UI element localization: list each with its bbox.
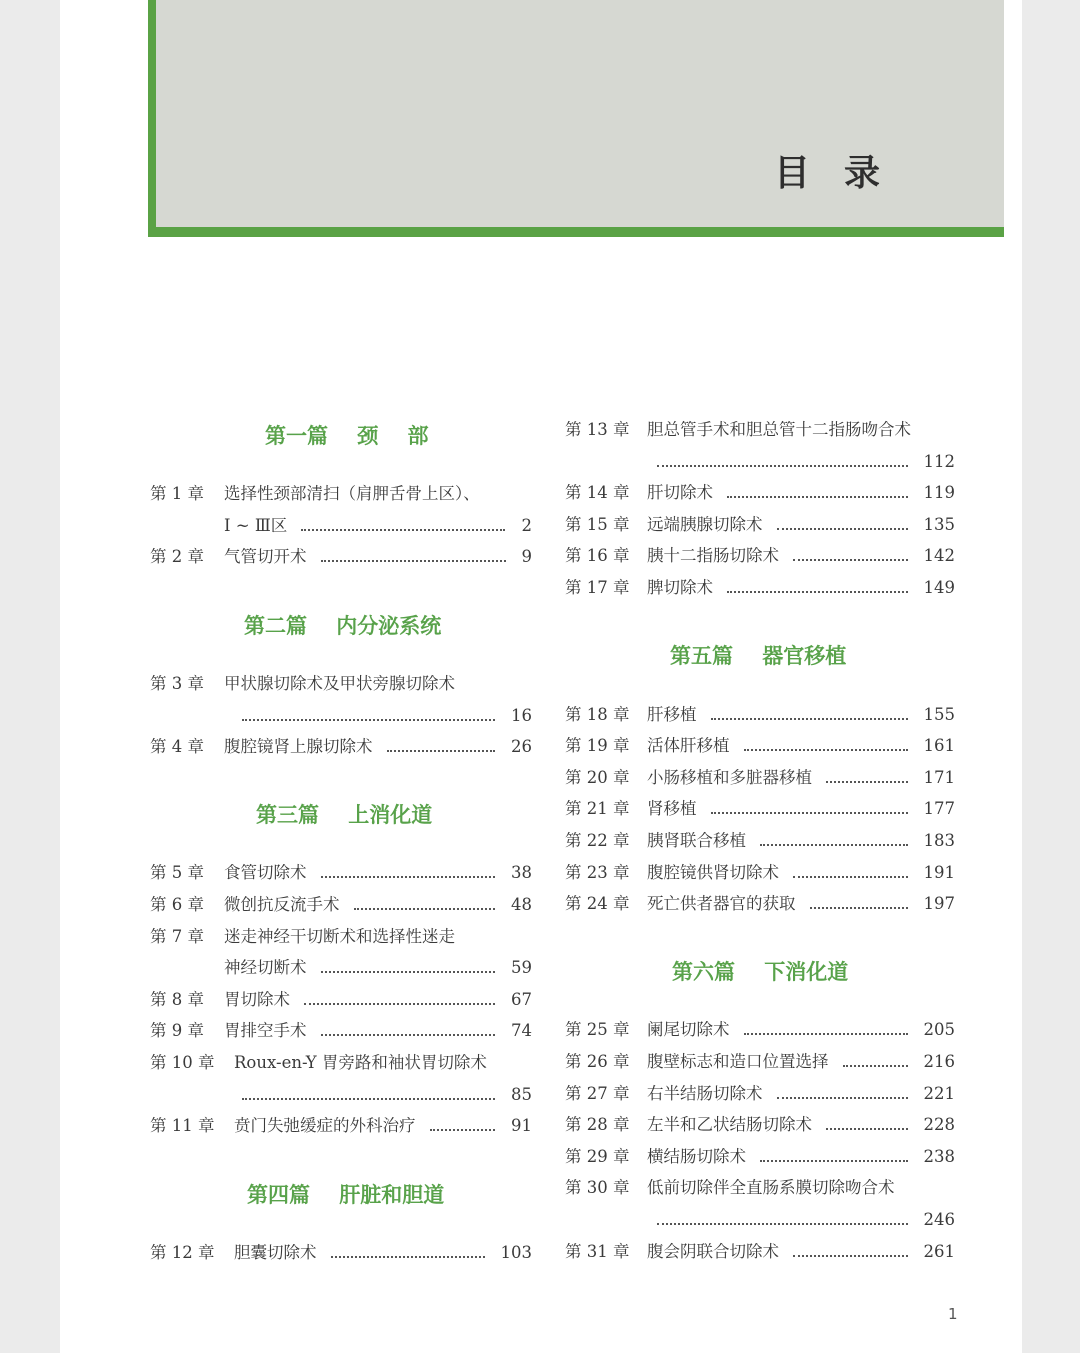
chapter-number: 第 9 章 xyxy=(150,1021,204,1040)
chapter-title: 肝移植 xyxy=(647,705,697,724)
chapter-title: 横结肠切除术 xyxy=(647,1147,746,1166)
chapter-number: 第 14 章 xyxy=(565,483,630,502)
toc-entry[interactable] xyxy=(150,860,532,886)
toc-entry[interactable] xyxy=(565,449,955,475)
part-heading: 第一篇 颈 部 xyxy=(265,424,429,448)
chapter-number: 第 12 章 xyxy=(150,1243,215,1262)
toc-entry[interactable] xyxy=(150,1240,532,1266)
chapter-page: 67 xyxy=(511,990,532,1009)
chapter-number: 第 6 章 xyxy=(150,895,204,914)
chapter-page: 85 xyxy=(511,1085,532,1104)
dot-leader xyxy=(321,1034,496,1036)
chapter-title: 迷走神经干切断术和选择性迷走 xyxy=(224,927,455,946)
chapter-title: 胃排空手术 xyxy=(224,1021,307,1040)
dot-leader xyxy=(387,750,496,752)
chapter-page: 74 xyxy=(511,1021,532,1040)
chapter-number: 第 29 章 xyxy=(565,1147,630,1166)
chapter-title: 贲门失弛缓症的外科治疗 xyxy=(234,1116,416,1135)
chapter-number: 第 11 章 xyxy=(150,1116,215,1135)
dot-leader xyxy=(826,781,908,783)
dot-leader xyxy=(430,1129,496,1131)
chapter-title: Roux-en-Y 胃旁路和袖状胃切除术 xyxy=(234,1053,487,1072)
chapter-title: 肝切除术 xyxy=(647,483,713,502)
chapter-number: 第 10 章 xyxy=(150,1053,215,1072)
chapter-page: 177 xyxy=(923,799,955,818)
chapter-page: 103 xyxy=(500,1243,532,1262)
dot-leader xyxy=(744,1033,908,1035)
toc-entry[interactable] xyxy=(565,1081,955,1107)
chapter-page: 16 xyxy=(511,706,532,725)
chapter-number: 第 16 章 xyxy=(565,546,630,565)
chapter-number: 第 21 章 xyxy=(565,799,630,818)
dot-leader xyxy=(777,1097,908,1099)
toc-entry[interactable] xyxy=(565,860,955,886)
chapter-title: 脾切除术 xyxy=(647,578,713,597)
toc-entry[interactable] xyxy=(565,480,955,506)
chapter-number: 第 20 章 xyxy=(565,768,630,787)
chapter-number: 第 28 章 xyxy=(565,1115,630,1134)
chapter-title: 胰十二指肠切除术 xyxy=(647,546,779,565)
chapter-title: 胃切除术 xyxy=(224,990,290,1009)
chapter-title: 神经切断术 xyxy=(224,958,307,977)
chapter-page: 59 xyxy=(511,958,532,977)
chapter-number: 第 5 章 xyxy=(150,863,204,882)
toc-entry[interactable] xyxy=(150,513,532,539)
chapter-page: 228 xyxy=(923,1115,955,1134)
part-heading: 第四篇 肝脏和胆道 xyxy=(247,1183,445,1207)
toc-entry[interactable] xyxy=(565,575,955,601)
toc-entry[interactable] xyxy=(565,765,955,791)
dot-leader xyxy=(321,560,506,562)
dot-leader xyxy=(793,559,908,561)
dot-leader xyxy=(793,876,908,878)
toc-entry[interactable] xyxy=(150,1018,532,1044)
dot-leader xyxy=(242,719,495,721)
chapter-page: 161 xyxy=(923,736,955,755)
dot-leader xyxy=(727,591,908,593)
chapter-title: 食管切除术 xyxy=(224,863,307,882)
page-title: 目录 xyxy=(773,153,914,194)
chapter-title: 胆总管手术和胆总管十二指肠吻合术 xyxy=(647,420,911,439)
chapter-title: 低前切除伴全直肠系膜切除吻合术 xyxy=(647,1178,895,1197)
dot-leader xyxy=(760,1160,908,1162)
dot-leader xyxy=(354,908,496,910)
part-heading: 第二篇 内分泌系统 xyxy=(244,614,442,638)
toc-entry[interactable] xyxy=(150,924,532,950)
dot-leader xyxy=(711,718,908,720)
chapter-title: 选择性颈部清扫（肩胛舌骨上区）、 xyxy=(224,484,480,503)
dot-leader xyxy=(777,528,908,530)
dot-leader xyxy=(657,1223,908,1225)
part-heading: 第三篇 上消化道 xyxy=(256,803,433,827)
chapter-page: 48 xyxy=(511,895,532,914)
dot-leader xyxy=(331,1256,485,1258)
dot-leader xyxy=(321,876,496,878)
dot-leader xyxy=(744,749,908,751)
chapter-title: Ⅰ ~ Ⅲ区 xyxy=(224,516,288,535)
toc-entry[interactable] xyxy=(565,1207,955,1233)
chapter-number: 第 8 章 xyxy=(150,990,204,1009)
chapter-title: 腹腔镜供肾切除术 xyxy=(647,863,779,882)
toc-entry[interactable] xyxy=(150,892,532,918)
part-heading: 第五篇 器官移植 xyxy=(670,644,847,668)
chapter-page: 216 xyxy=(923,1052,955,1071)
chapter-number: 第 2 章 xyxy=(150,547,204,566)
chapter-number: 第 3 章 xyxy=(150,674,204,693)
page-number: 1 xyxy=(948,1305,958,1323)
chapter-title: 气管切开术 xyxy=(224,547,307,566)
dot-leader xyxy=(826,1128,908,1130)
chapter-number: 第 13 章 xyxy=(565,420,630,439)
chapter-title: 阑尾切除术 xyxy=(647,1020,730,1039)
chapter-page: 221 xyxy=(923,1084,955,1103)
toc-entry[interactable] xyxy=(150,1050,532,1076)
dot-leader xyxy=(242,1098,495,1100)
chapter-title: 腹腔镜肾上腺切除术 xyxy=(224,737,373,756)
chapter-page: 191 xyxy=(923,863,955,882)
toc-entry[interactable] xyxy=(565,417,955,443)
chapter-number: 第 26 章 xyxy=(565,1052,630,1071)
chapter-page: 38 xyxy=(511,863,532,882)
chapter-page: 261 xyxy=(923,1242,955,1261)
dot-leader xyxy=(727,496,908,498)
chapter-number: 第 17 章 xyxy=(565,578,630,597)
chapter-number: 第 1 章 xyxy=(150,484,204,503)
chapter-number: 第 4 章 xyxy=(150,737,204,756)
dot-leader xyxy=(760,844,908,846)
chapter-title: 肾移植 xyxy=(647,799,697,818)
toc-entry[interactable] xyxy=(565,1017,955,1043)
chapter-title: 小肠移植和多脏器移植 xyxy=(647,768,812,787)
chapter-title: 活体肝移植 xyxy=(647,736,730,755)
chapter-page: 238 xyxy=(923,1147,955,1166)
chapter-title: 甲状腺切除术及甲状旁腺切除术 xyxy=(224,674,455,693)
toc-entry[interactable] xyxy=(565,891,955,917)
toc-entry[interactable] xyxy=(565,828,955,854)
chapter-page: 197 xyxy=(923,894,955,913)
toc-entry[interactable] xyxy=(565,796,955,822)
chapter-number: 第 30 章 xyxy=(565,1178,630,1197)
dot-leader xyxy=(810,907,908,909)
chapter-page: 246 xyxy=(923,1210,955,1229)
toc-entry[interactable] xyxy=(150,544,532,570)
chapter-number: 第 31 章 xyxy=(565,1242,630,1261)
chapter-title: 腹壁标志和造口位置选择 xyxy=(647,1052,829,1071)
toc-entry[interactable] xyxy=(150,734,532,760)
chapter-number: 第 22 章 xyxy=(565,831,630,850)
dot-leader xyxy=(657,465,908,467)
toc-entry[interactable] xyxy=(150,481,532,507)
chapter-number: 第 23 章 xyxy=(565,863,630,882)
chapter-number: 第 27 章 xyxy=(565,1084,630,1103)
chapter-title: 远端胰腺切除术 xyxy=(647,515,763,534)
chapter-page: 91 xyxy=(511,1116,532,1135)
chapter-page: 119 xyxy=(923,483,955,502)
dot-leader xyxy=(843,1065,908,1067)
toc-entry[interactable] xyxy=(565,1112,955,1138)
chapter-number: 第 15 章 xyxy=(565,515,630,534)
chapter-number: 第 25 章 xyxy=(565,1020,630,1039)
chapter-page: 142 xyxy=(923,546,955,565)
chapter-page: 149 xyxy=(923,578,955,597)
chapter-page: 205 xyxy=(923,1020,955,1039)
chapter-title: 右半结肠切除术 xyxy=(647,1084,763,1103)
toc-entry[interactable] xyxy=(565,543,955,569)
chapter-number: 第 7 章 xyxy=(150,927,204,946)
chapter-page: 135 xyxy=(923,515,955,534)
chapter-title: 左半和乙状结肠切除术 xyxy=(647,1115,812,1134)
chapter-page: 26 xyxy=(511,737,532,756)
toc-entry[interactable] xyxy=(150,1113,532,1139)
toc-entry[interactable] xyxy=(565,512,955,538)
dot-leader xyxy=(793,1255,908,1257)
chapter-page: 183 xyxy=(923,831,955,850)
toc-entry[interactable] xyxy=(150,955,532,981)
chapter-number: 第 24 章 xyxy=(565,894,630,913)
dot-leader xyxy=(321,971,496,973)
header-banner xyxy=(148,0,1004,237)
toc-entry[interactable] xyxy=(565,1175,955,1201)
dot-leader xyxy=(301,529,505,531)
toc-entry[interactable] xyxy=(150,671,532,697)
chapter-page: 112 xyxy=(923,452,955,471)
toc-entry[interactable] xyxy=(565,702,955,728)
toc-entry[interactable] xyxy=(150,1082,532,1108)
chapter-page: 9 xyxy=(521,547,532,566)
chapter-page: 2 xyxy=(521,516,532,535)
chapter-title: 腹会阴联合切除术 xyxy=(647,1242,779,1261)
toc-entry[interactable] xyxy=(565,733,955,759)
dot-leader xyxy=(711,812,908,814)
chapter-page: 155 xyxy=(923,705,955,724)
dot-leader xyxy=(304,1003,495,1005)
toc-entry[interactable] xyxy=(565,1239,955,1265)
toc-entry[interactable] xyxy=(150,703,532,729)
chapter-title: 死亡供者器官的获取 xyxy=(647,894,796,913)
chapter-number: 第 18 章 xyxy=(565,705,630,724)
chapter-title: 胰肾联合移植 xyxy=(647,831,746,850)
toc-entry[interactable] xyxy=(565,1144,955,1170)
chapter-number: 第 19 章 xyxy=(565,736,630,755)
chapter-page: 171 xyxy=(923,768,955,787)
toc-entry[interactable] xyxy=(150,987,532,1013)
part-heading: 第六篇 下消化道 xyxy=(672,960,849,984)
chapter-title: 胆囊切除术 xyxy=(234,1243,317,1262)
toc-entry[interactable] xyxy=(565,1049,955,1075)
chapter-title: 微创抗反流手术 xyxy=(224,895,340,914)
